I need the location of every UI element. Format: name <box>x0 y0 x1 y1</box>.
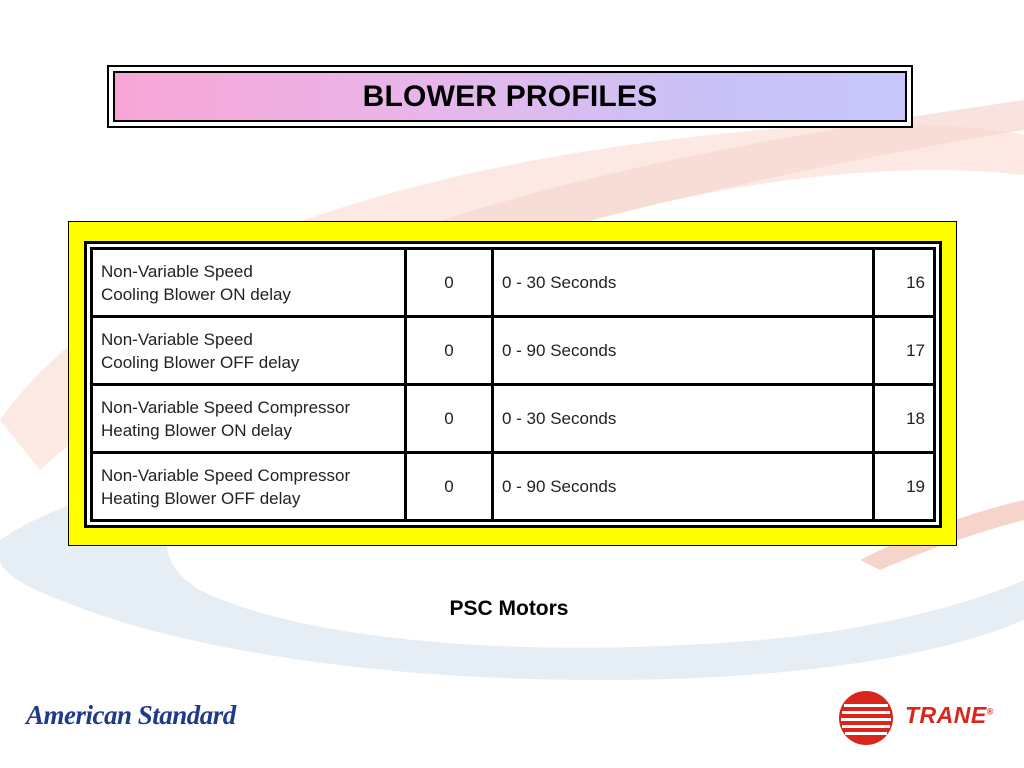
row-default-value: 0 <box>406 385 493 453</box>
row-number: 19 <box>874 453 935 521</box>
description-line-2: Heating Blower ON delay <box>101 420 292 440</box>
row-number: 17 <box>874 317 935 385</box>
table-row <box>92 453 935 521</box>
description-line-1: Non-Variable Speed <box>101 261 253 281</box>
row-range: 0 - 30 Seconds <box>493 385 874 453</box>
row-description <box>92 453 406 521</box>
row-number: 16 <box>874 249 935 317</box>
row-range: 0 - 90 Seconds <box>493 317 874 385</box>
row-description <box>92 317 406 385</box>
blower-profiles-table <box>90 247 936 522</box>
row-range: 0 - 90 Seconds <box>493 453 874 521</box>
table-row <box>92 249 935 317</box>
trane-logo-text: TRANE <box>905 702 987 728</box>
row-default-value: 0 <box>406 317 493 385</box>
description-line-2: Cooling Blower OFF delay <box>101 352 300 372</box>
row-default-value: 0 <box>406 453 493 521</box>
title-box <box>107 65 913 128</box>
row-description <box>92 385 406 453</box>
row-default-value: 0 <box>406 249 493 317</box>
american-standard-logo: American Standard <box>26 700 236 730</box>
description-line-1: Non-Variable Speed <box>101 329 253 349</box>
row-description <box>92 249 406 317</box>
title-banner <box>113 71 907 122</box>
description-line-1: Non-Variable Speed Compressor <box>101 397 351 417</box>
slide-title: BLOWER PROFILES <box>362 79 658 113</box>
table-row <box>92 385 935 453</box>
row-number: 18 <box>874 385 935 453</box>
table-row <box>92 317 935 385</box>
description-line-1: Non-Variable Speed Compressor <box>101 465 351 485</box>
trane-logo <box>905 702 994 729</box>
trane-circle-emblem-icon <box>838 690 894 746</box>
description-line-2: Heating Blower OFF delay <box>101 488 301 508</box>
description-line-2: Cooling Blower ON delay <box>101 284 291 304</box>
table-frame <box>68 221 957 546</box>
slide-subtitle: PSC Motors <box>449 597 569 620</box>
table-border <box>84 241 942 528</box>
registered-mark: ® <box>986 706 994 717</box>
row-range: 0 - 30 Seconds <box>493 249 874 317</box>
